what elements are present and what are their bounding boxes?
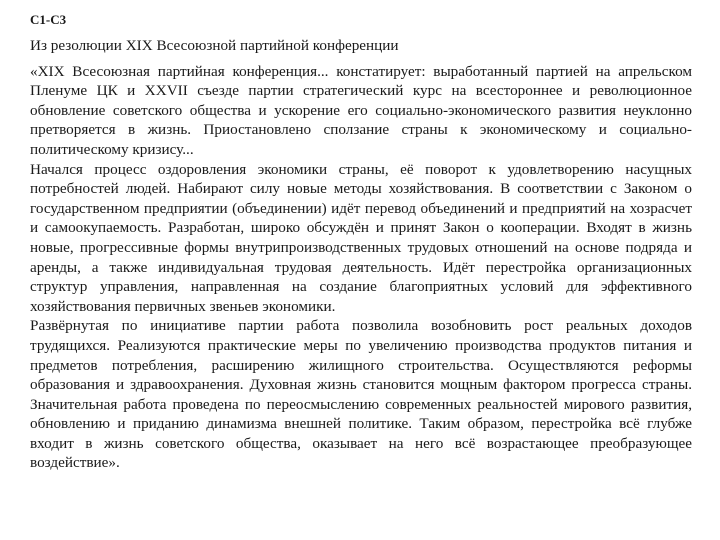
document-heading: Из резолюции XIX Всесоюзной партийной конференции [30,37,399,54]
task-label: С1-С3 [30,12,67,27]
document-page [30,12,692,473]
paragraph-2: Начался процесс оздоровления экономики страны, её поворот к удовлетворению насущных потребностей людей. Набирают силу новые методы хозяйствования. В соответствии с Законом о государственном предприятии (объединении) идёт перевод объединений и предприятий на хозрасчет и самоокупаемость. Разработан, широко обсуждён и принят Закон о кооперации. Входят в жизнь новые, прогрессивные формы внутрипроизводственных трудовых отношений на основе подряда и аренды, а также индивидуальная трудовая деятельность. Идёт перестройка организационных структур управления, направленная на создание благоприятных условий для эффективного хозяйствования первичных звеньев экономики. [30,160,692,315]
paragraph-1: «XIX Всесоюзная партийная конференция... констатирует: выработанный партией на апрельском Пленуме ЦК и XXVII съезде партии стратегический курс на всестороннее и революционное обновление советского общества и ускорение его социально-экономического развития неуклонно претворяется в жизнь. Приостановлено сползание страны к экономическому и социально-политическому кризису... [30,62,692,158]
paragraph-3: Развёрнутая по инициативе партии работа позволила возобновить рост реальных доходов трудящихся. Реализуются практические меры по увеличению производства продуктов питания и предметов потребления, расширению жилищного строительства. Осуществляются реформы образования и здравоохранения. Духовная жизнь становится мощным фактором прогресса страны. Значительная работа проведена по переосмыслению современных реальностей мирового развития, обновлению и приданию динамизма внешней политике. Таким образом, перестройка всё глубже входит в жизнь советского общества, оказывает на него всё возрастающее преобразующее воздействие». [30,317,692,472]
